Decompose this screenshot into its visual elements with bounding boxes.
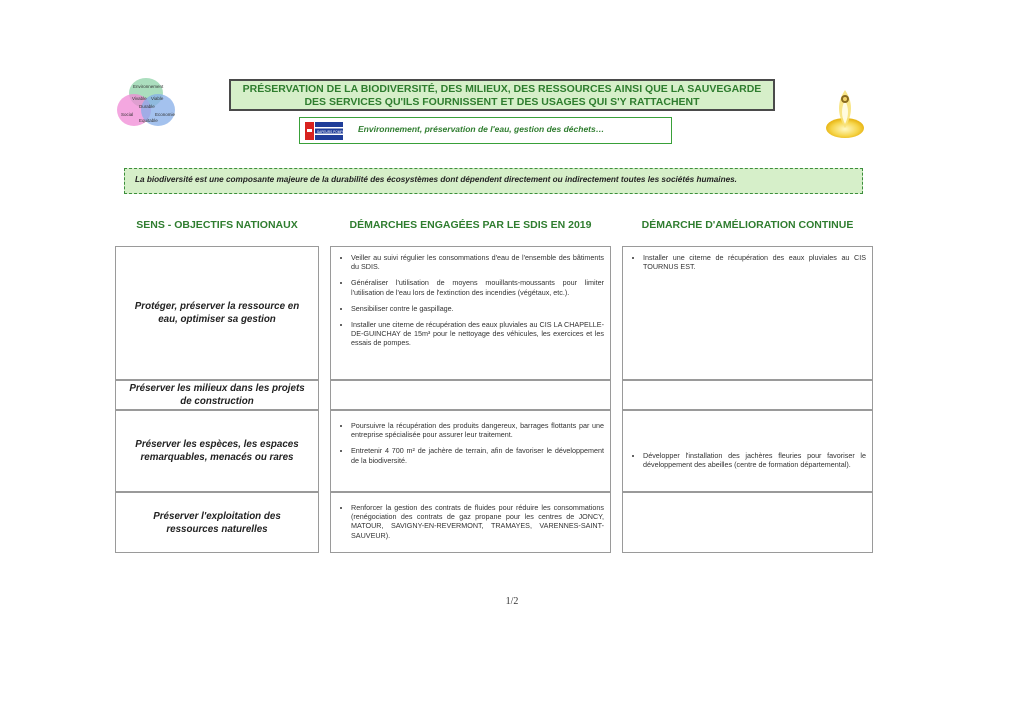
- objective-cell: Préserver l'exploitation des ressources naturelles: [115, 492, 319, 553]
- list-item: • Veiller au suivi régulier les consommations d'eau de l'ensemble des bâtiments du SDIS.: [351, 253, 604, 271]
- objective-cell: Protéger, préserver la ressource en eau, optimiser sa gestion: [115, 246, 319, 380]
- venn-label: Vivable: [132, 96, 147, 101]
- list-item: • Sensibiliser contre le gaspillage.: [351, 304, 604, 313]
- list-item: • Installer une citerne de récupération des eaux pluviales au CIS LA CHAPELLE-DE-GUINCHAY de 15m³ pour le nettoyage des véhicules, les exercices et les essais de pompes.: [351, 320, 604, 348]
- improvements-cell: [622, 410, 873, 492]
- venn-label: Social: [121, 112, 134, 117]
- actions-cell: [330, 380, 611, 410]
- actions-cell: [330, 410, 611, 492]
- sdis-logo: [304, 120, 350, 142]
- venn-label: Environnement: [133, 84, 164, 89]
- column-header-actions: DÉMARCHES ENGAGÉES PAR LE SDIS EN 2019: [349, 219, 592, 231]
- column-header-improvements: DÉMARCHE D'AMÉLIORATION CONTINUE: [641, 219, 854, 231]
- svg-text:SAPEURS POMPIERS: SAPEURS POMPIERS: [317, 130, 350, 134]
- page-title: [229, 79, 775, 111]
- list-item: • Poursuivre la récupération des produits dangereux, barrages flottants par une entreprise spécialisée pour assurer leur traitement.: [351, 421, 604, 439]
- venn-label: Economie: [155, 112, 176, 117]
- actions-cell: [330, 492, 611, 553]
- improvements-cell: [622, 380, 873, 410]
- venn-label: Viable: [151, 96, 164, 101]
- title-line-1: PRÉSERVATION DE LA BIODIVERSITÉ, DES MILIEUX, DES RESSOURCES AINSI QUE LA SAUVEGARDE: [242, 83, 762, 95]
- venn-label: Equitable: [139, 118, 158, 123]
- intro-banner: La biodiversité est une composante majeure de la durabilité des écosystèmes dont dépendent directement ou indirectement toutes les sociétés humaines.: [124, 168, 863, 194]
- page-number: 1/2: [505, 596, 519, 607]
- objective-cell: Préserver les espèces, les espaces remarquables, menacés ou rares: [115, 410, 319, 492]
- list-item: • Renforcer la gestion des contrats de fluides pour réduire les consommations (renégociation des contrats de gaz propane pour les centres de JONCY, MATOUR, SAVIGNY-EN-REVERMONT, TRAMAYES, VARENNES-SAINT-SAUVEUR).: [351, 503, 604, 540]
- title-line-2: DES SERVICES QU'ILS FOURNISSENT ET DES USAGES QUI S'Y RATTACHENT: [304, 96, 700, 108]
- sustainability-venn-logo: [115, 78, 177, 130]
- list-item: • Entretenir 4 700 m² de jachère de terrain, afin de favoriser le développement de la biodiversité.: [351, 446, 604, 464]
- venn-label: Durable: [139, 104, 155, 109]
- list-item: • Généraliser l'utilisation de moyens mouillants-moussants pour limiter l'utilisation de l'eau lors de l'extinction des incendies (végétaux, etc.).: [351, 278, 604, 296]
- column-header-objectives: SENS - OBJECTIFS NATIONAUX: [136, 219, 298, 231]
- actions-cell: [330, 246, 611, 380]
- subtitle: Environnement, préservation de l'eau, gestion des déchets…: [358, 124, 605, 134]
- improvements-cell: [622, 246, 873, 380]
- list-item: • Installer une citerne de récupération des eaux pluviales au CIS TOURNUS EST.: [643, 253, 866, 271]
- list-item: • Développer l'installation des jachères fleuries pour favoriser le développement des abeilles (centre de formation départemental).: [643, 451, 866, 469]
- improvements-cell: [622, 492, 873, 553]
- sun-emblem-icon: [822, 84, 868, 142]
- subtitle-box: [299, 117, 672, 144]
- objective-cell: Préserver les milieux dans les projets de construction: [115, 380, 319, 410]
